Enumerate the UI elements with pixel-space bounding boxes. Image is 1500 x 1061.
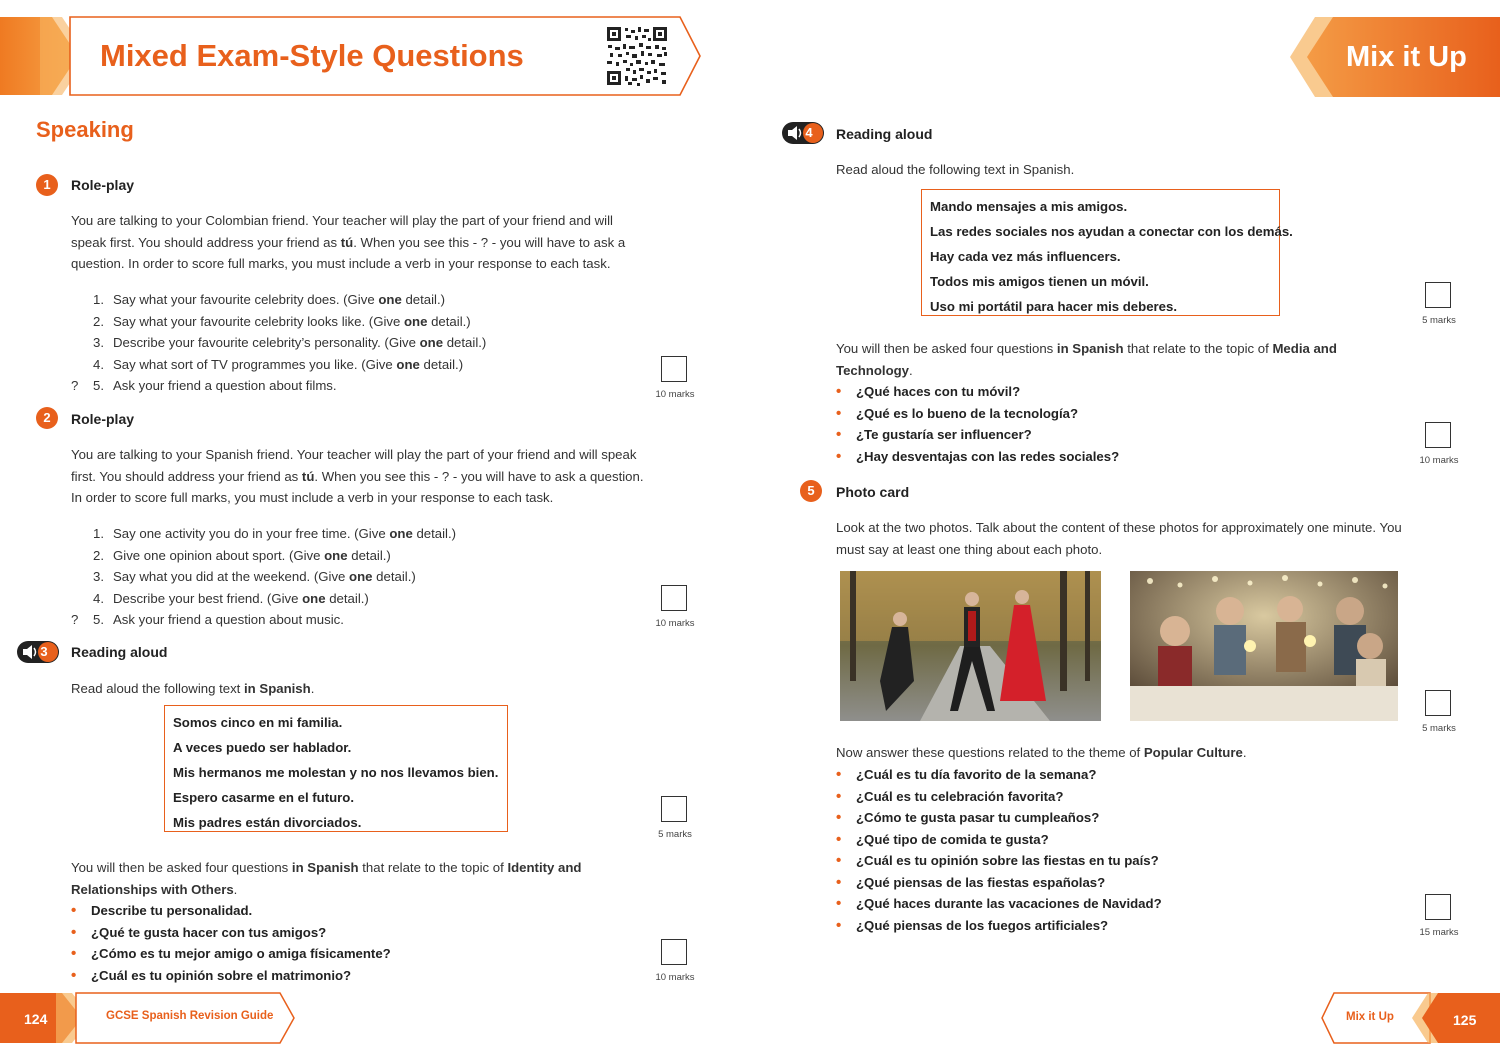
- marks-checkbox[interactable]: [1425, 690, 1451, 716]
- marks-checkbox[interactable]: [661, 939, 687, 965]
- marks-checkbox[interactable]: [1425, 282, 1451, 308]
- section-title: Speaking: [36, 117, 134, 142]
- marks-label: 10 marks: [1419, 455, 1459, 466]
- task-item: ? 5. Ask your friend a question about films.: [71, 378, 337, 393]
- question-number-2: 2: [36, 407, 58, 429]
- question-3-list: [71, 900, 591, 986]
- question-4-list: [836, 381, 1356, 467]
- marks-label: 5 marks: [658, 829, 692, 840]
- list-item: • ¿Hay desventajas con las redes sociales?: [836, 446, 1356, 468]
- question-number-1: 1: [36, 174, 58, 196]
- list-item: • ¿Cómo te gusta pasar tu cumpleaños?: [836, 807, 1356, 829]
- list-item: • ¿Qué te gusta hacer con tus amigos?: [71, 922, 591, 944]
- photo-dancers: [840, 571, 1101, 721]
- list-item: • ¿Cuál es tu día favorito de la semana?: [836, 764, 1356, 786]
- task-item: 3. Describe your favourite celebrity’s personality. (Give one detail.): [93, 335, 487, 350]
- list-item: • ¿Qué piensas de las fiestas españolas?: [836, 872, 1356, 894]
- marks-label: 10 marks: [655, 389, 695, 400]
- question-5-instructions: Look at the two photos. Talk about the content of these photos for approximately one minute. You must say at least one thing about each photo.: [836, 520, 1402, 557]
- reading-text-box: [921, 189, 1293, 316]
- reading-line: A veces puedo ser hablador.: [173, 740, 352, 755]
- question-1-instructions: You are talking to your Colombian friend. Your teacher will play the part of your friend and will speak first. You should address your friend as tú. When you see this - ? - you will have to ask a question. In order to score full marks, you must include a verb in your response to each task.: [71, 213, 626, 271]
- question-number-5: 5: [800, 480, 822, 502]
- marks-checkbox[interactable]: [661, 585, 687, 611]
- list-item: • ¿Qué es lo bueno de la tecnología?: [836, 403, 1356, 425]
- footer-book-title: GCSE Spanish Revision Guide: [106, 1010, 274, 1022]
- task-item: 4. Say what sort of TV programmes you like. (Give one detail.): [93, 356, 464, 372]
- list-item: • ¿Qué piensas de los fuegos artificiales?: [836, 915, 1356, 937]
- photo-party: [1130, 571, 1398, 721]
- marks-label: 10 marks: [655, 972, 695, 983]
- list-item: • ¿Cuál es tu opinión sobre el matrimonio?: [71, 965, 591, 987]
- question-4-followup: You will then be asked four questions in Spanish that relate to the topic of Media and Technology.: [836, 341, 1337, 378]
- list-item: • ¿Qué haces con tu móvil?: [836, 381, 1356, 403]
- task-item: ? 5. Ask your friend a question about music.: [71, 612, 344, 627]
- reading-line: Somos cinco en mi familia.: [173, 715, 343, 730]
- marks-checkbox[interactable]: [661, 356, 687, 382]
- task-item: 2. Say what your favourite celebrity looks like. (Give one detail.): [93, 313, 471, 329]
- list-item: • ¿Te gustaría ser influencer?: [836, 424, 1356, 446]
- marks-checkbox[interactable]: [1425, 422, 1451, 448]
- marks-checkbox[interactable]: [661, 796, 687, 822]
- question-2-heading: Role-play: [71, 411, 135, 427]
- marks-label: 10 marks: [655, 618, 695, 629]
- list-item: • ¿Qué haces durante las vacaciones de Navidad?: [836, 893, 1356, 915]
- marks-checkbox[interactable]: [1425, 894, 1451, 920]
- task-item: 3. Say what you did at the weekend. (Give one detail.): [93, 569, 416, 584]
- reading-line: Las redes sociales nos ayudan a conectar con los demás.: [930, 224, 1293, 239]
- question-3-instructions: Read aloud the following text in Spanish.: [71, 681, 315, 696]
- question-3-heading: Reading aloud: [71, 644, 168, 660]
- question-4-heading: Reading aloud: [836, 126, 933, 142]
- task-item: 1. Say what your favourite celebrity does. (Give one detail.): [93, 292, 446, 307]
- reading-line: Espero casarme en el futuro.: [173, 790, 355, 805]
- question-1-heading: Role-play: [71, 177, 135, 193]
- question-5-list: [836, 764, 1356, 936]
- footer-section-title: Mix it Up: [1346, 1011, 1394, 1023]
- question-number-3: 3: [40, 644, 48, 659]
- question-1-tasks: [71, 289, 571, 397]
- reading-line: Mis hermanos me molestan y no nos llevamos bien.: [173, 765, 499, 780]
- page-number-left: 124: [24, 1011, 48, 1027]
- qr-code-icon[interactable]: [606, 26, 668, 86]
- reading-line: Todos mis amigos tienen un móvil.: [930, 274, 1149, 289]
- marks-label: 5 marks: [1422, 315, 1456, 326]
- question-5-followup: Now answer these questions related to the theme of Popular Culture.: [836, 745, 1247, 760]
- question-2-tasks: [71, 523, 571, 631]
- page-title: Mixed Exam-Style Questions: [100, 38, 524, 73]
- task-item: 4. Describe your best friend. (Give one detail.): [93, 590, 369, 606]
- mix-it-up-title: Mix it Up: [1346, 41, 1467, 73]
- task-item: 2. Give one opinion about sport. (Give one detail.): [93, 547, 391, 563]
- marks-label: 15 marks: [1419, 927, 1459, 938]
- question-5-heading: Photo card: [836, 484, 910, 500]
- question-4-instructions: Read aloud the following text in Spanish.: [836, 162, 1075, 177]
- reading-text-box: [164, 705, 508, 832]
- marks-label: 5 marks: [1422, 723, 1456, 734]
- list-item: • ¿Qué tipo de comida te gusta?: [836, 829, 1356, 851]
- page-number-right: 125: [1453, 1012, 1477, 1028]
- reading-line: Uso mi portátil para hacer mis deberes.: [930, 299, 1177, 314]
- list-item: • Describe tu personalidad.: [71, 900, 591, 922]
- list-item: • ¿Cómo es tu mejor amigo o amiga físicamente?: [71, 943, 591, 965]
- reading-line: Mando mensajes a mis amigos.: [930, 199, 1128, 214]
- task-item: 1. Say one activity you do in your free time. (Give one detail.): [93, 526, 457, 541]
- reading-line: Hay cada vez más influencers.: [930, 249, 1121, 264]
- question-3-followup: You will then be asked four questions in Spanish that relate to the topic of Identity and Relationships with Others.: [71, 860, 582, 897]
- list-item: • ¿Cuál es tu opinión sobre las fiestas en tu país?: [836, 850, 1356, 872]
- list-item: • ¿Cuál es tu celebración favorita?: [836, 786, 1356, 808]
- reading-line: Mis padres están divorciados.: [173, 815, 362, 830]
- question-number-4: 4: [805, 125, 813, 140]
- question-2-instructions: You are talking to your Spanish friend. Your teacher will play the part of your friend and will speak first. You should address your friend as tú. When you see this - ? - you will have to ask a question. In order to score full marks, you must include a verb in your response to each task.: [71, 447, 644, 505]
